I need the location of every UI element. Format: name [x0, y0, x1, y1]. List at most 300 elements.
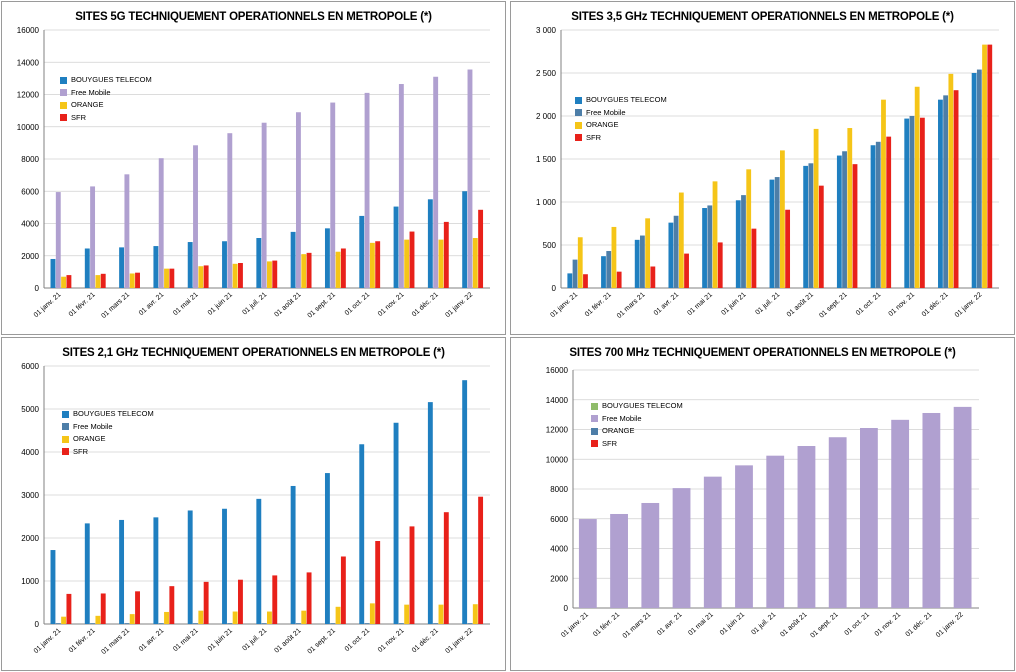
bar [847, 128, 852, 288]
bar [238, 263, 243, 288]
bar [573, 260, 578, 288]
svg-text:0: 0 [34, 284, 39, 293]
bar [204, 265, 209, 288]
bar [881, 100, 886, 288]
x-axis-tick-label: 01 août 21 [273, 291, 303, 319]
svg-text:4000: 4000 [21, 448, 39, 457]
bar [233, 264, 238, 288]
chart-svg [511, 338, 1016, 672]
bar [296, 623, 301, 624]
svg-text:14000: 14000 [16, 58, 39, 68]
svg-text:5000: 5000 [21, 405, 39, 414]
bar [291, 486, 296, 624]
bar [736, 200, 741, 288]
bar [610, 514, 628, 608]
bar [837, 156, 842, 288]
bar [394, 207, 399, 288]
bar [330, 623, 335, 624]
bar [325, 473, 330, 624]
bar [910, 116, 915, 288]
bar [227, 623, 232, 624]
legend-item [60, 112, 152, 125]
chart-title: SITES 700 MHz TECHNIQUEMENT OPERATIONNELS EN METROPOLE (*) [569, 347, 956, 359]
x-axis-tick-label: 01 déc. 21 [904, 611, 934, 639]
bar [56, 623, 61, 624]
chart-legend [575, 94, 667, 144]
legend-label: SFR [602, 438, 617, 448]
bar [135, 273, 140, 288]
bar [336, 607, 341, 624]
bar [370, 603, 375, 624]
bar [462, 380, 467, 624]
x-axis-tick-label: 01 avr. 21 [137, 627, 166, 654]
bar [741, 195, 746, 288]
x-axis-tick-label: 01 juin 21 [718, 611, 747, 637]
x-axis-tick-label: 01 févr. 21 [592, 611, 622, 639]
x-axis-tick-label: 01 avr. 21 [137, 291, 166, 318]
svg-text:8000: 8000 [21, 155, 39, 164]
bar [987, 45, 992, 288]
bar [842, 151, 847, 288]
bar [119, 247, 124, 288]
legend-label: Free Mobile [73, 421, 113, 431]
bar [85, 523, 90, 624]
bar [375, 241, 380, 288]
bar [130, 614, 135, 624]
bar [95, 616, 100, 624]
svg-text:12000: 12000 [16, 90, 39, 100]
legend-swatch-icon [62, 448, 69, 455]
chart-plot-area-5g [2, 2, 505, 334]
bar [433, 77, 438, 288]
bar [891, 420, 909, 608]
x-axis-tick-label: 01 janv. 21 [32, 291, 63, 320]
x-axis-tick-label: 01 nov. 21 [873, 611, 903, 639]
x-axis-tick-label: 01 janv. 22 [444, 291, 475, 320]
svg-text:3 000: 3 000 [535, 26, 556, 35]
chart-title: SITES 2,1 GHz TECHNIQUEMENT OPERATIONNELS EN METROPOLE (*) [62, 347, 445, 359]
x-axis-tick-label: 01 janv. 22 [953, 291, 984, 320]
svg-text:6000: 6000 [550, 514, 568, 524]
legend-label: Free Mobile [602, 413, 642, 423]
legend-swatch-icon [591, 440, 598, 447]
svg-text:1000: 1000 [21, 577, 39, 586]
bar [707, 205, 712, 288]
chart-legend [62, 408, 154, 458]
bar [130, 273, 135, 288]
bar [188, 510, 193, 624]
bar [330, 103, 335, 288]
x-axis-tick-label: 01 juil. 21 [241, 291, 269, 317]
x-axis-tick-label: 01 mars 21 [621, 611, 653, 640]
bar [399, 84, 404, 288]
bar [370, 243, 375, 288]
bar [780, 150, 785, 288]
x-axis-tick-label: 01 août 21 [273, 627, 303, 655]
bar [193, 145, 198, 288]
x-axis-tick-label: 01 oct. 21 [843, 611, 872, 638]
bar [578, 237, 583, 288]
bar [766, 456, 784, 608]
bar [153, 246, 158, 288]
legend-item [60, 87, 152, 100]
bar [365, 623, 370, 624]
x-axis-tick-label: 01 janv. 21 [549, 291, 580, 320]
bar [948, 74, 953, 288]
bar [90, 186, 95, 288]
bar [296, 112, 301, 288]
chart-plot-area-700mhz [511, 338, 1014, 670]
bar [135, 591, 140, 624]
x-axis-tick-label: 01 janv. 22 [934, 611, 965, 640]
bar [977, 70, 982, 288]
bar [468, 70, 473, 288]
legend-item [591, 438, 683, 451]
chart-svg [511, 2, 1016, 336]
bar [684, 254, 689, 288]
bar [798, 446, 816, 608]
svg-text:0: 0 [551, 284, 556, 293]
bar [198, 266, 203, 288]
bar [606, 251, 611, 288]
svg-text:16000: 16000 [545, 366, 568, 375]
bar [101, 274, 106, 288]
bar [775, 177, 780, 288]
bar [124, 623, 129, 624]
x-axis-tick-label: 01 janv. 21 [32, 627, 63, 656]
bar [612, 227, 617, 288]
bar [336, 252, 341, 288]
bar [702, 208, 707, 288]
bar [272, 575, 277, 624]
bar [51, 259, 56, 288]
x-axis-tick-label: 01 juin 21 [206, 627, 235, 653]
svg-text:3000: 3000 [21, 491, 39, 500]
svg-text:2000: 2000 [550, 574, 568, 584]
svg-text:10000: 10000 [16, 122, 39, 132]
x-axis-tick-label: 01 mars 21 [100, 627, 132, 656]
bar [341, 556, 346, 624]
bar [871, 145, 876, 288]
chart-plot-area-35ghz [511, 2, 1014, 334]
x-axis-tick-label: 01 mars 21 [100, 291, 132, 320]
x-axis-tick-label: 01 févr. 21 [67, 291, 97, 319]
bar [433, 623, 438, 624]
chart-panel-sites-700mhz [510, 337, 1015, 671]
chart-legend [60, 74, 152, 124]
bar [399, 623, 404, 624]
bar [56, 192, 61, 288]
legend-label: SFR [73, 446, 88, 456]
bar [473, 238, 478, 288]
legend-item [591, 413, 683, 426]
bar [169, 586, 174, 624]
bar [159, 158, 164, 288]
chart-panel-sites-21ghz [1, 337, 506, 671]
legend-item [591, 425, 683, 438]
legend-label: BOUYGUES TELECOM [586, 95, 667, 104]
bar [428, 199, 433, 288]
bar [679, 193, 684, 288]
svg-text:16000: 16000 [16, 26, 39, 35]
bar [735, 465, 753, 608]
bar [85, 248, 90, 288]
chart-svg [2, 338, 507, 672]
x-axis-tick-label: 01 sept. 21 [818, 291, 849, 320]
bar [785, 210, 790, 288]
x-axis-tick-label: 01 nov. 21 [376, 291, 406, 319]
legend-label: SFR [586, 132, 601, 142]
x-axis-tick-label: 01 oct. 21 [343, 291, 372, 318]
bar [124, 174, 129, 288]
legend-swatch-icon [62, 436, 69, 443]
bar [188, 242, 193, 288]
bar [920, 118, 925, 288]
x-axis-tick-label: 01 mai 21 [686, 291, 714, 318]
bar [938, 100, 943, 288]
bar [61, 277, 66, 288]
x-axis-tick-label: 01 nov. 21 [376, 627, 406, 655]
x-axis-tick-label: 01 mai 21 [172, 291, 200, 318]
legend-item [575, 119, 667, 132]
bar [972, 73, 977, 288]
bar [404, 240, 409, 288]
x-axis-tick-label: 01 déc. 21 [410, 627, 440, 655]
x-axis-tick-label: 01 oct. 21 [343, 627, 372, 654]
bar [359, 444, 364, 624]
x-axis-tick-label: 01 déc. 21 [920, 291, 950, 319]
chart-plot-area-21ghz [2, 338, 505, 670]
legend-item [591, 400, 683, 413]
chart-title: SITES 5G TECHNIQUEMENT OPERATIONNELS EN METROPOLE (*) [75, 11, 432, 23]
svg-text:6000: 6000 [21, 362, 39, 371]
bar [922, 413, 940, 608]
chart-legend [591, 400, 683, 450]
bar [95, 275, 100, 288]
bar [307, 572, 312, 624]
x-axis-tick-label: 01 oct. 21 [854, 291, 883, 318]
bar [169, 269, 174, 288]
legend-item [575, 107, 667, 120]
bar [193, 623, 198, 624]
legend-item [60, 74, 152, 87]
bar [267, 261, 272, 288]
bar [439, 240, 444, 288]
legend-swatch-icon [60, 114, 67, 121]
bar [617, 272, 622, 288]
svg-text:8000: 8000 [550, 485, 568, 494]
bar [473, 604, 478, 624]
bar [673, 488, 691, 608]
bar [904, 119, 909, 288]
x-axis-tick-label: 01 mars 21 [615, 291, 647, 320]
bar [301, 254, 306, 288]
x-axis-tick-label: 01 mai 21 [172, 627, 200, 654]
bar [301, 611, 306, 624]
svg-text:1 500: 1 500 [535, 155, 556, 164]
bar [238, 580, 243, 624]
x-axis-tick-label: 01 avr. 21 [656, 611, 684, 638]
bar [704, 477, 722, 608]
bar [404, 605, 409, 624]
bar [325, 228, 330, 288]
x-axis-tick-label: 01 févr. 21 [67, 627, 97, 655]
legend-label: ORANGE [602, 426, 635, 435]
x-axis-tick-label: 01 févr. 21 [583, 291, 613, 319]
bar [860, 428, 878, 608]
bar [262, 623, 267, 624]
x-axis-tick-label: 01 août 21 [785, 291, 816, 319]
bar [713, 181, 718, 288]
svg-text:6000: 6000 [21, 187, 39, 197]
svg-text:4000: 4000 [21, 219, 39, 229]
svg-text:12000: 12000 [545, 425, 568, 435]
bar [375, 541, 380, 624]
svg-text:10000: 10000 [545, 455, 568, 465]
bar [267, 612, 272, 624]
bar [808, 163, 813, 288]
legend-swatch-icon [575, 134, 582, 141]
bar [444, 512, 449, 624]
bar [640, 236, 645, 288]
bar [650, 267, 655, 289]
bar [256, 499, 261, 624]
svg-text:2000: 2000 [21, 534, 39, 543]
bar [876, 142, 881, 288]
svg-text:2 000: 2 000 [535, 112, 556, 121]
legend-swatch-icon [591, 415, 598, 422]
legend-label: SFR [71, 112, 86, 122]
svg-text:2 500: 2 500 [535, 69, 556, 78]
x-axis-tick-label: 01 sept. 21 [306, 291, 337, 320]
bar [954, 90, 959, 288]
bar [645, 218, 650, 288]
legend-swatch-icon [60, 77, 67, 84]
bar [256, 238, 261, 288]
chart-panel-sites-35ghz [510, 1, 1015, 335]
legend-swatch-icon [591, 403, 598, 410]
bar [567, 273, 572, 288]
legend-swatch-icon [62, 423, 69, 430]
chart-panel-sites-5g [1, 1, 506, 335]
bar [439, 605, 444, 624]
bar [674, 216, 679, 288]
bar [943, 95, 948, 288]
legend-item [575, 94, 667, 107]
bar [359, 216, 364, 288]
x-axis-tick-label: 01 juin 21 [206, 291, 235, 317]
bar [291, 232, 296, 288]
bar [101, 593, 106, 624]
bar [66, 275, 71, 288]
bar [915, 87, 920, 288]
bar [222, 509, 227, 624]
bar [954, 407, 972, 608]
x-axis-tick-label: 01 nov. 21 [887, 291, 917, 319]
bar [153, 517, 158, 624]
legend-item [62, 408, 154, 421]
chart-title: SITES 3,5 GHz TECHNIQUEMENT OPERATIONNELS EN METROPOLE (*) [571, 11, 954, 23]
bar [746, 169, 751, 288]
bar [233, 612, 238, 624]
bar [90, 623, 95, 624]
bar [119, 520, 124, 624]
svg-text:2000: 2000 [21, 251, 39, 261]
x-axis-tick-label: 01 mai 21 [687, 611, 715, 638]
bar [61, 617, 66, 624]
bar [886, 137, 891, 288]
legend-label: ORANGE [71, 100, 104, 109]
svg-text:1 000: 1 000 [535, 198, 556, 207]
legend-swatch-icon [60, 102, 67, 109]
bar [410, 232, 415, 288]
bar [204, 582, 209, 624]
bar [478, 497, 483, 624]
x-axis-tick-label: 01 sept. 21 [809, 611, 840, 640]
bar [814, 129, 819, 288]
bar [468, 623, 473, 624]
x-axis-tick-label: 01 juin 21 [720, 291, 748, 317]
bar [164, 612, 169, 624]
legend-item [62, 446, 154, 459]
bar [307, 253, 312, 288]
bar [601, 256, 606, 288]
chart-svg [2, 2, 507, 336]
bar [752, 229, 757, 288]
bar [51, 550, 56, 624]
bar [668, 223, 673, 288]
bar [982, 45, 987, 288]
svg-text:0: 0 [563, 604, 568, 613]
bar [583, 274, 588, 288]
bar [262, 123, 267, 288]
bar [462, 191, 467, 288]
legend-swatch-icon [575, 122, 582, 129]
bar [164, 269, 169, 288]
bar [227, 133, 232, 288]
legend-label: BOUYGUES TELECOM [602, 401, 683, 410]
x-axis-tick-label: 01 août 21 [779, 611, 809, 639]
bar [444, 222, 449, 288]
legend-swatch-icon [591, 428, 598, 435]
bar [803, 166, 808, 288]
bar [198, 611, 203, 624]
legend-item [62, 421, 154, 434]
bar [394, 423, 399, 624]
bar [159, 623, 164, 624]
bar [635, 240, 640, 288]
legend-swatch-icon [62, 411, 69, 418]
legend-item [62, 433, 154, 446]
legend-label: BOUYGUES TELECOM [71, 75, 152, 84]
bar [478, 210, 483, 288]
bar [428, 402, 433, 624]
bar [853, 164, 858, 288]
svg-text:0: 0 [34, 620, 39, 629]
bar [641, 503, 659, 608]
bar [365, 93, 370, 288]
x-axis-tick-label: 01 juil. 21 [754, 291, 782, 317]
legend-label: Free Mobile [586, 107, 626, 117]
bar [66, 594, 71, 624]
legend-swatch-icon [60, 89, 67, 96]
bar [819, 186, 824, 288]
x-axis-tick-label: 01 juil. 21 [241, 627, 269, 653]
svg-text:14000: 14000 [545, 395, 568, 405]
bar [410, 526, 415, 624]
legend-label: ORANGE [586, 120, 619, 129]
svg-text:4000: 4000 [550, 544, 568, 554]
